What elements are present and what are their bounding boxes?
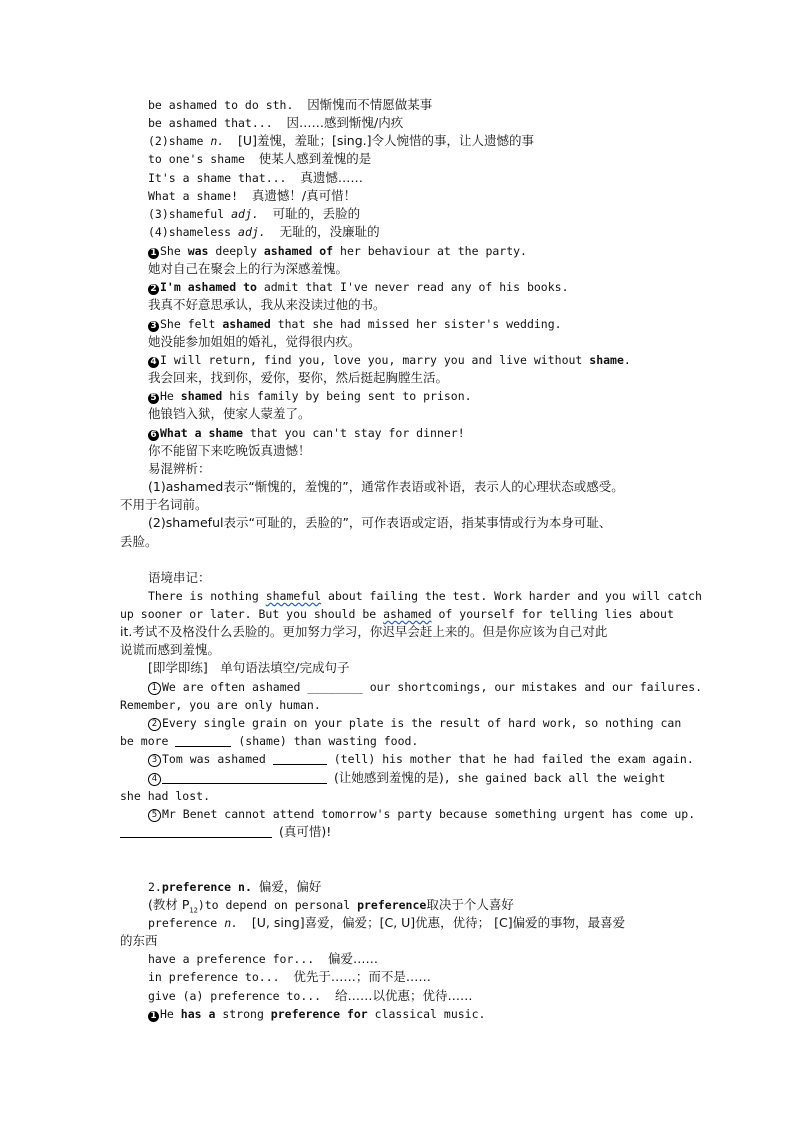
- example-number-badge: 1: [148, 248, 159, 259]
- practice-question-1-cont: Remember, you are only human.: [120, 698, 321, 712]
- question-number: 4: [148, 773, 161, 786]
- example-sentence: 1 She was deeply ashamed of her behaviour at the party.: [148, 242, 527, 260]
- context-line: it.考试不及格没什么丢脸的。更加努力学习，你迟早会赶上来的。但是你应该为自己对此: [120, 624, 608, 639]
- preference-heading: 2.preference n. 偏爱，偏好: [148, 879, 322, 894]
- phrase-cn: 因……感到惭愧/内疚: [286, 115, 404, 130]
- example-sentence: 2 I'm ashamed to admit that I've never read any of his books.: [148, 278, 569, 296]
- context-line: 说谎而感到羞愧。: [120, 642, 221, 657]
- example-number-badge: 6: [148, 430, 159, 441]
- practice-question-4-cont: she had lost.: [120, 789, 211, 803]
- confuse-paragraph: (2)shameful表示“可耻的，丢脸的”，可作表语或定语，指某事情或行为本身可耻、: [148, 515, 612, 530]
- practice-question-5-cont: (真可惜)!: [120, 823, 331, 841]
- question-number: 3: [148, 754, 161, 767]
- example-number-badge: 2: [148, 284, 159, 295]
- example-translation: 我会回来，找到你，爱你，娶你，然后挺起胸膛生活。: [148, 370, 449, 385]
- example-sentence: 4 I will return, find you, love you, marry you and live without shame.: [148, 351, 631, 369]
- shameful-definition: (3)shameful adj. 可耻的，丢脸的: [148, 206, 361, 221]
- practice-question-2-cont: be more (shame) than wasting food.: [120, 734, 419, 748]
- phrase-line: give (a) preference to... 给……以优惠；优待……: [148, 988, 473, 1003]
- phrase-line: What a shame! 真遗憾！/真可惜！: [148, 188, 357, 203]
- phrase-line: have a preference for... 偏爱……: [148, 951, 379, 966]
- question-number: 2: [148, 718, 161, 731]
- example-number-badge: 3: [148, 321, 159, 332]
- phrase-line: It's a shame that... 真遗憾……: [148, 170, 363, 185]
- practice-question-1: 1 We are often ashamed ________ our shortcomings, our mistakes and our failures.: [148, 678, 702, 696]
- confuse-paragraph: (1)ashamed表示“惭愧的，羞愧的”，通常作表语或补语，表示人的心理状态或感受。: [148, 479, 624, 494]
- example-translation: 她没能参加姐姐的婚礼，觉得很内疚。: [148, 334, 361, 349]
- context-line: up sooner or later. But you should be ashamed of yourself for telling lies about: [120, 607, 674, 621]
- phrase-en: be ashamed that...: [148, 116, 273, 130]
- practice-title: [即学即练] 单句语法填空/完成句子: [148, 660, 350, 675]
- confuse-paragraph-cont: 不用于名词前。: [120, 497, 208, 512]
- shame-definition: (2)shame n. [U]羞愧，羞耻；[sing.]令人惋惜的事，让人遗憾的事: [148, 133, 535, 148]
- phrase-line: to one's shame 使某人感到羞愧的是: [148, 151, 372, 166]
- example-number-badge: 1: [148, 1011, 159, 1022]
- context-line: There is nothing shameful about failing the test. Work harder and you will catch: [148, 589, 702, 603]
- example-sentence: 3 She felt ashamed that she had missed her sister's wedding.: [148, 315, 562, 333]
- phrase-line: [148, 96, 432, 114]
- practice-question-3: 3 Tom was ashamed (tell) his mother that he had failed the exam again.: [148, 750, 694, 768]
- example-number-badge: 4: [148, 357, 159, 368]
- example-sentence: 1 He has a strong preference for classical music.: [148, 1005, 485, 1023]
- answer-blank[interactable]: [120, 825, 272, 838]
- example-translation: 我真不好意思承认，我从来没读过他的书。: [148, 297, 386, 312]
- question-number: 5: [148, 809, 161, 822]
- answer-blank[interactable]: [162, 771, 327, 784]
- phrase-line: in preference to... 优先于……；而不是……: [148, 969, 431, 984]
- answer-blank[interactable]: [175, 734, 231, 747]
- example-sentence: 6 What a shame that you can't stay for dinner!: [148, 424, 465, 442]
- example-number-badge: 5: [148, 393, 159, 404]
- example-translation: 她对自己在聚会上的行为深感羞愧。: [148, 261, 349, 276]
- confuse-paragraph-cont: 丢脸。: [120, 534, 158, 549]
- phrase-cn: 因惭愧而不情愿做某事: [307, 97, 433, 112]
- practice-question-2: 2 Every single grain on your plate is the result of hard work, so nothing can: [148, 714, 681, 732]
- example-translation: 他锒铛入狱，使家人蒙羞了。: [148, 406, 311, 421]
- preference-definition-cont: 的东西: [120, 933, 158, 948]
- phrase-line: [148, 114, 403, 132]
- section-title-confuse: 易混辨析：: [148, 461, 211, 476]
- phrase-en: be ashamed to do sth.: [148, 98, 294, 112]
- question-number: 1: [148, 682, 161, 695]
- section-title-context: 语境串记：: [148, 570, 211, 585]
- shameless-definition: (4)shameless adj. 无耻的，没廉耻的: [148, 224, 380, 239]
- answer-blank[interactable]: [273, 752, 327, 765]
- practice-question-4: 4 (让她感到羞愧的是), she gained back all the weight: [148, 769, 665, 787]
- example-translation: 你不能留下来吃晚饭真遗憾！: [148, 443, 311, 458]
- practice-question-5: 5 Mr Benet cannot attend tomorrow's party because something urgent has come up.: [148, 805, 695, 823]
- preference-source: (教材 $P_{12})to$ depend on personal preference取决于个人喜好: [148, 897, 514, 915]
- example-sentence: 5 He shamed his family by being sent to prison.: [148, 387, 472, 405]
- preference-definition: preference n. [U, sing]喜爱，偏爱；[C, U]优惠，优待； [C]偏爱的事物，最喜爱: [148, 915, 626, 930]
